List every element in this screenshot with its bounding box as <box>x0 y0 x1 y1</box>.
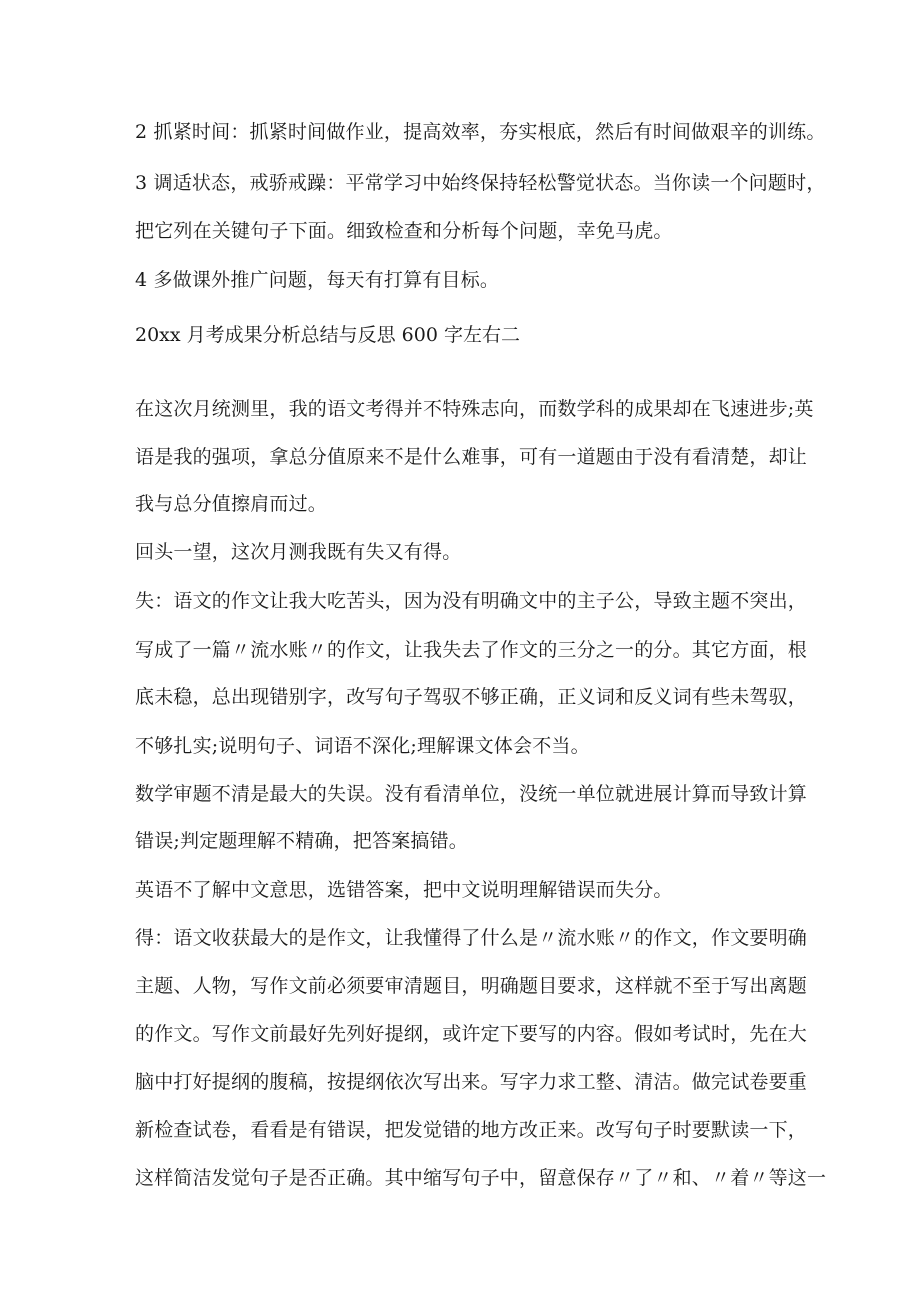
section-title: 20xx 月考成果分析总结与反思 600 字左右二 <box>135 324 520 346</box>
tip-line: 把它列在关键句子下面。细致检查和分析每个问题，幸免马虎。 <box>135 220 673 242</box>
body-line: 这样简洁发觉句子是否正确。其中缩写句子中，留意保存〃了〃和、〃着〃等这一 <box>135 1167 827 1189</box>
body-line: 数学审题不清是最大的失误。没有看清单位，没统一单位就进展计算而导致计算 <box>135 783 808 805</box>
body-line: 得：语文收获最大的是作文，让我懂得了什么是〃流水账〃的作文，作文要明确 <box>135 927 808 949</box>
body-line: 我与总分值擦肩而过。 <box>135 493 328 515</box>
body-line: 主题、人物，写作文前必须要审清题目，明确题目要求，这样就不至于写出离题 <box>135 975 808 997</box>
tip-line: 2 抓紧时间：抓紧时间做作业，提高效率，夯实根底，然后有时间做艰辛的训练。 <box>135 121 826 143</box>
body-line: 底未稳，总出现错别字，改写句子驾驭不够正确，正义词和反义词有些未驾驭， <box>135 686 808 708</box>
body-line: 新检查试卷，看看是有错误，把发觉错的地方改正来。改写句子时要默读一下， <box>135 1119 808 1141</box>
body-line: 不够扎实;说明句子、词语不深化;理解课文体会不当。 <box>135 735 590 757</box>
tip-line: 3 调适状态，戒骄戒躁：平常学习中始终保持轻松警觉状态。当你读一个问题时， <box>135 172 826 194</box>
body-line: 写成了一篇〃流水账〃的作文，让我失去了作文的三分之一的分。其它方面，根 <box>135 639 808 661</box>
body-line: 语是我的强项，拿总分值原来不是什么难事，可有一道题由于没有看清楚，却让 <box>135 446 808 468</box>
body-line: 在这次月统测里，我的语文考得并不特殊志向，而数学科的成果却在飞速进步;英 <box>135 398 814 420</box>
body-line: 错误;判定题理解不精确，把答案搞错。 <box>135 830 469 852</box>
body-line: 的作文。写作文前最好先列好提纲，或许定下要写的内容。假如考试时，先在大 <box>135 1023 808 1045</box>
body-line: 回头一望，这次月测我既有失又有得。 <box>135 541 462 563</box>
body-line: 失：语文的作文让我大吃苦头，因为没有明确文中的主子公，导致主题不突出， <box>135 590 808 612</box>
tip-line: 4 多做课外推广问题，每天有打算有目标。 <box>135 269 500 291</box>
body-line: 脑中打好提纲的腹稿，按提纲依次写出来。写字力求工整、清洁。做完试卷要重 <box>135 1071 808 1093</box>
body-line: 英语不了解中文意思，选错答案，把中文说明理解错误而失分。 <box>135 879 673 901</box>
